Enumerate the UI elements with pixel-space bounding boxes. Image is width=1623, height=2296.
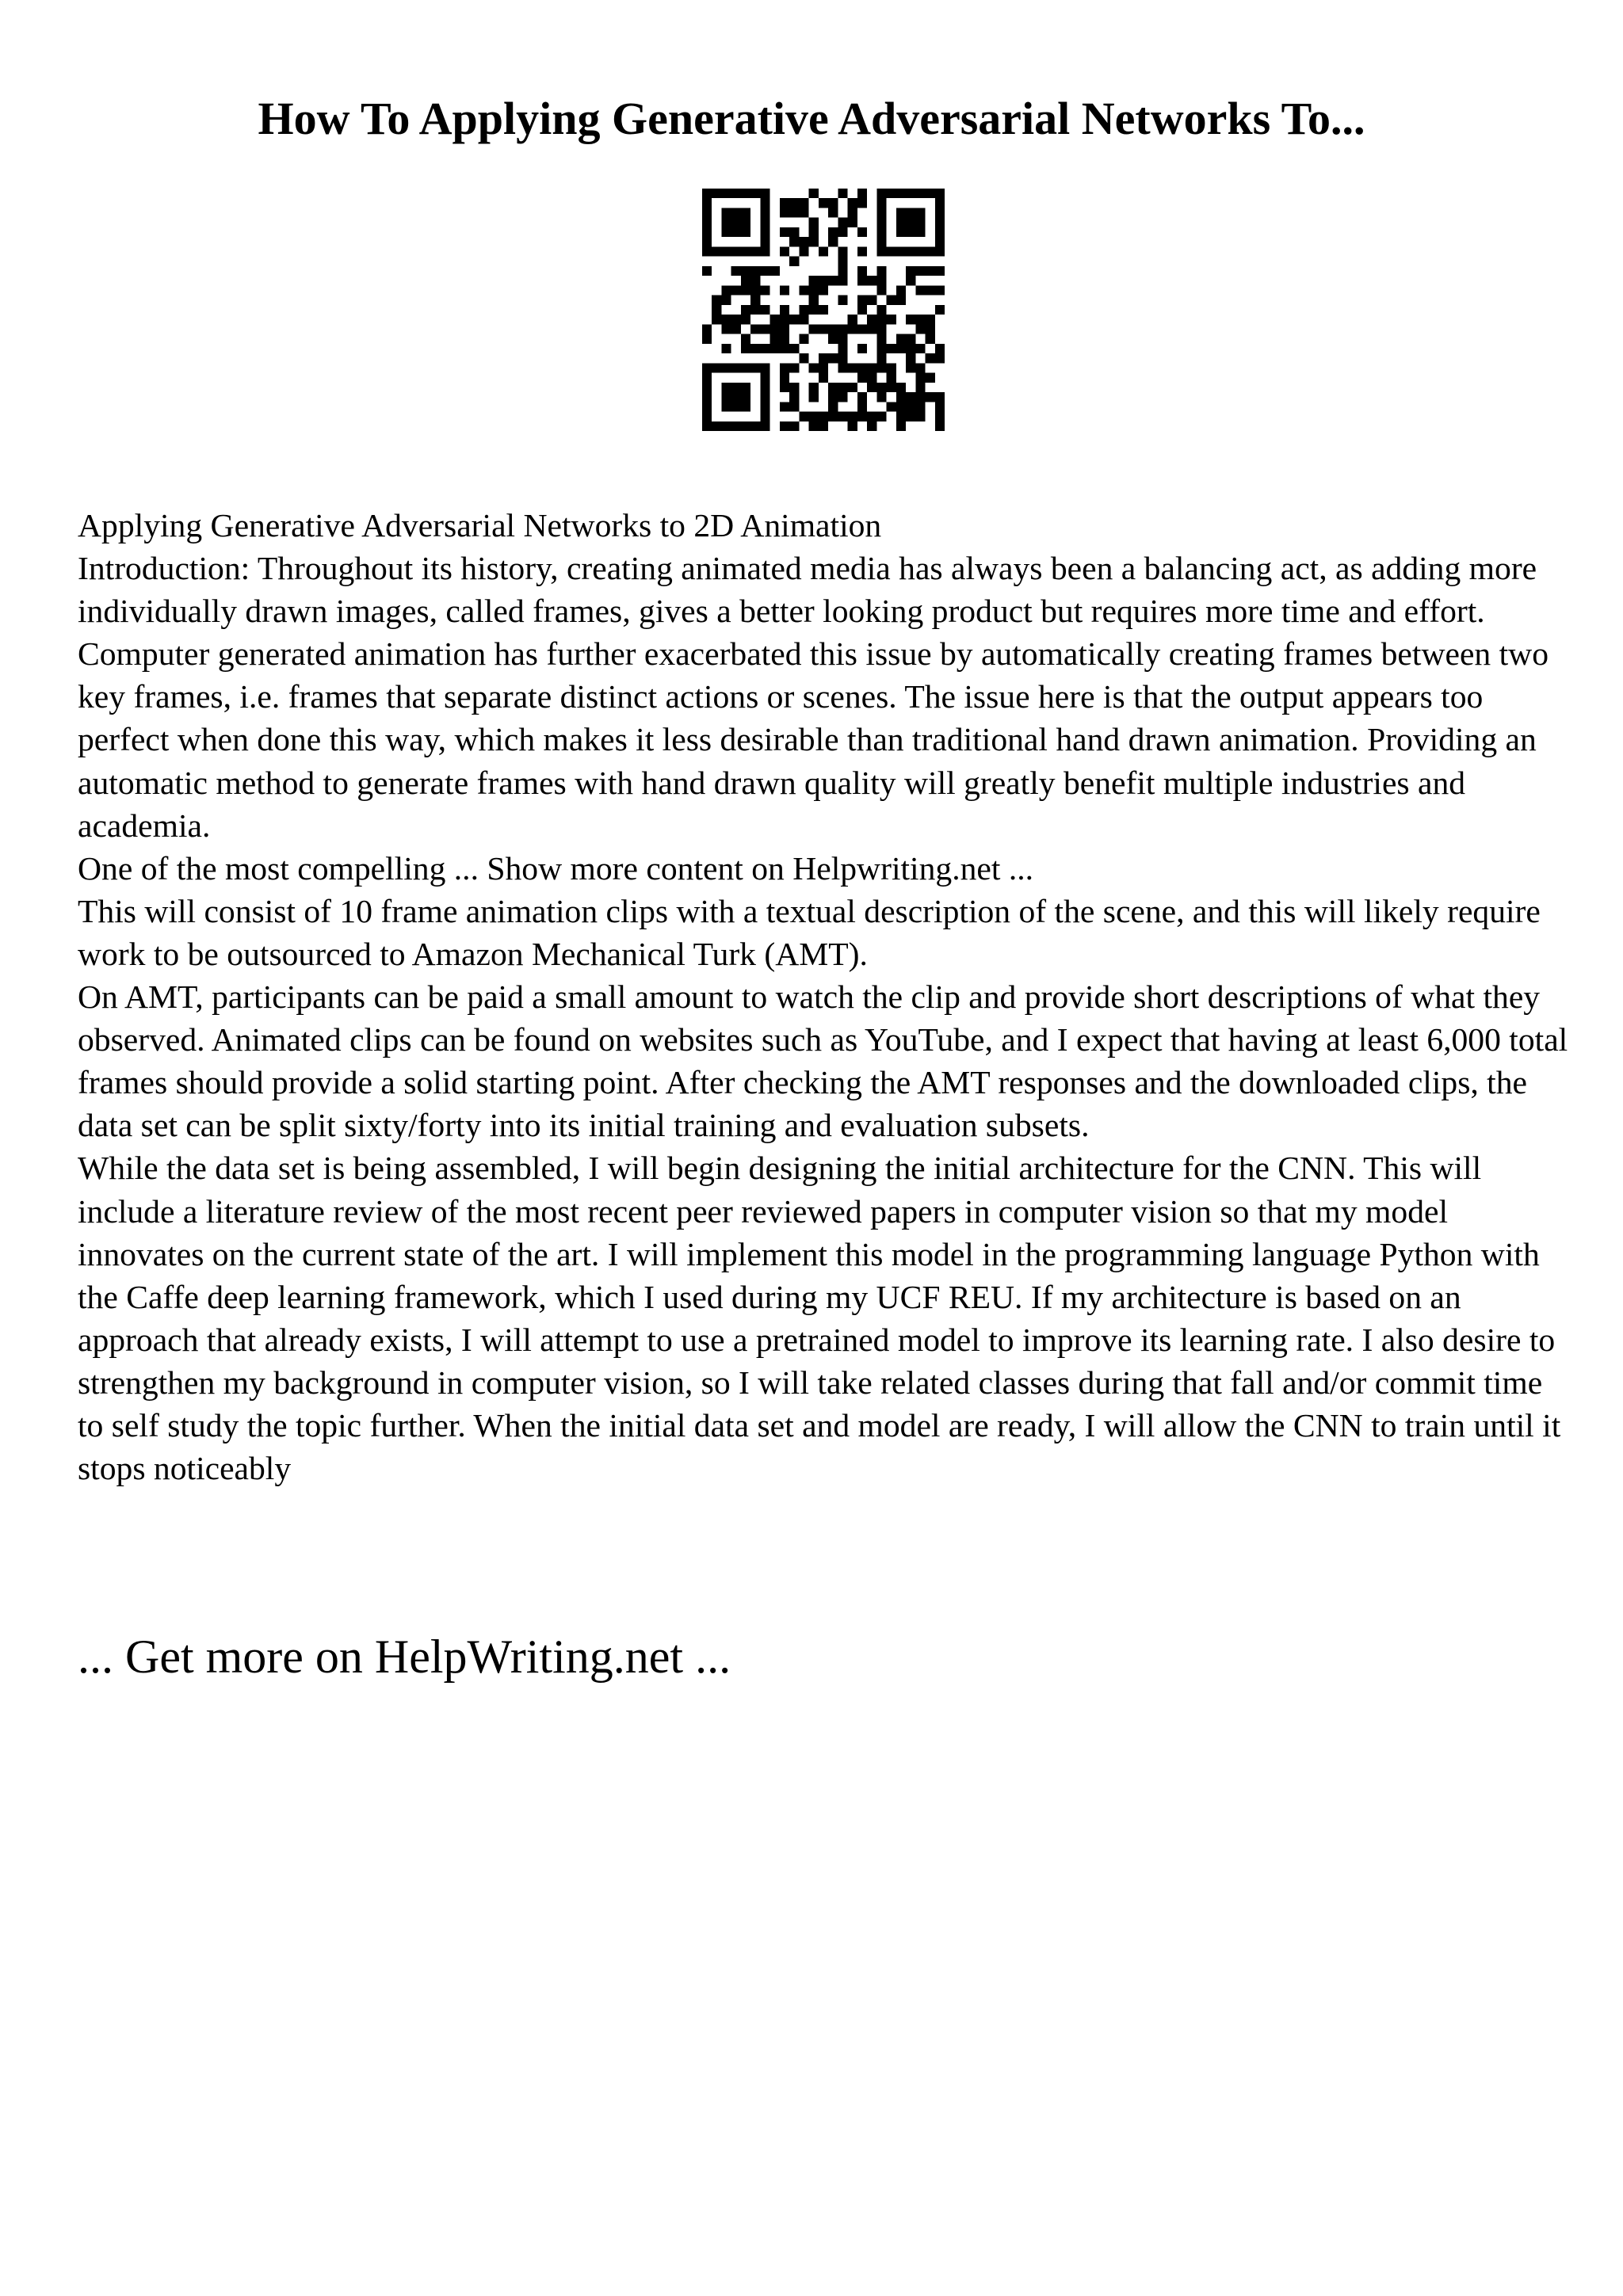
document-title: How To Applying Generative Adversarial Networks To... bbox=[258, 93, 1365, 144]
paragraph-architecture: While the data set is being assembled, I will begin designing the initial architecture for the CNN. This will include a literature review of the most recent peer reviewed papers in computer vision so that my model innovates on the current state of the art. I will implement this model in the programming language Python with the Caffe deep learning framework, which I used during my UCF REU. If my architecture is based on an approach that already exists, I will attempt to use a pretrained model to improve its learning rate. I also desire to strengthen my background in computer vision, so I will take related classes during that fall and/or commit time to self study the topic further. When the initial data set and model are ready, I will allow the CNN to train until it stops noticeably bbox=[78, 1150, 1561, 1487]
paragraph-amt: On AMT, participants can be paid a small amount to watch the clip and provide short descriptions of what they observed. Animated clips can be found on websites such as YouTube, and I expect that having at least 6,000 total frames should provide a solid starting point. After checking the AMT responses and the downloaded clips, the data set can be split sixty/forty into its initial training and evaluation subsets. bbox=[78, 978, 1568, 1144]
paragraph-introduction: Introduction: Throughout its history, creating animated media has always been a balancing act, as adding more individually drawn images, called frames, gives a better looking product but requires more time and effort. Computer generated animation has further exacerbated this issue by automatically creating frames between two key frames, i.e. frames that separate distinct actions or scenes. The issue here is that the output appears too perfect when done this way, which makes it less desirable than traditional hand drawn animation. Providing an automatic method to generate frames with hand drawn quality will greatly benefit multiple industries and academia. bbox=[78, 550, 1549, 844]
get-more-link[interactable]: ... Get more on HelpWriting.net ... bbox=[78, 1630, 731, 1683]
paragraph-show-more: One of the most compelling ... Show more content on Helpwriting.net ... bbox=[78, 849, 1034, 887]
qr-code-graphic bbox=[702, 189, 945, 431]
document-body bbox=[78, 504, 1575, 1489]
paragraph-dataset-clips: This will consist of 10 frame animation clips with a textual description of the scene, and this will likely require work to be outsourced to Amazon Mechanical Turk (AMT). bbox=[78, 892, 1541, 972]
qr-code-icon[interactable] bbox=[702, 189, 945, 431]
paragraph-heading: Applying Generative Adversarial Networks to 2D Animation bbox=[78, 507, 882, 543]
